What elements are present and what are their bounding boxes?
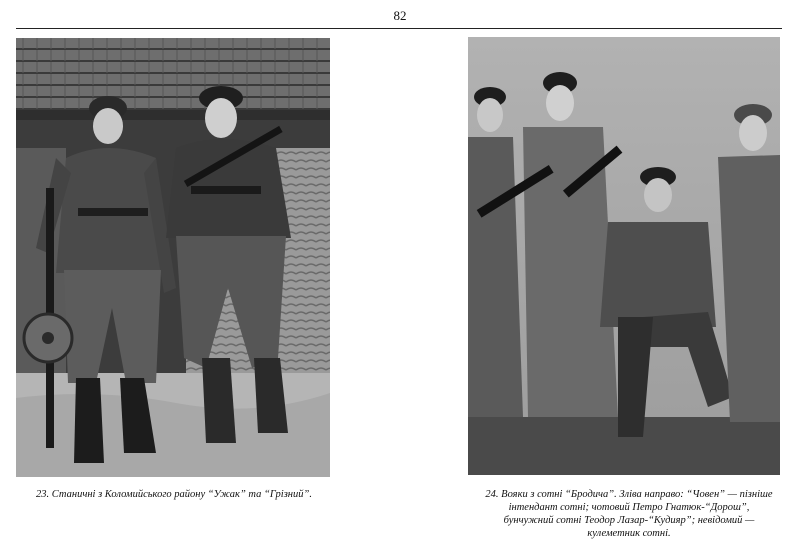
photo-two-men-by-hut [16, 38, 330, 477]
page-number: 82 [393, 8, 407, 23]
photo-four-soldiers [468, 37, 780, 475]
header-rule [16, 28, 782, 29]
figure-caption-left: 23. Станичні з Коломийського району “Ужак” та “Грізний”. [36, 489, 312, 500]
figure-caption-right: 24. Вояки з сотні “Бродича”. Зліва направо: “Човен” — пізніше інтендант сотні; чотовий Петро Гнатюк-“Дорош”, бунчужний сотні Теодор Лазар-“Кудияр”; невідомий — кулеметник сотні. [485, 489, 773, 539]
